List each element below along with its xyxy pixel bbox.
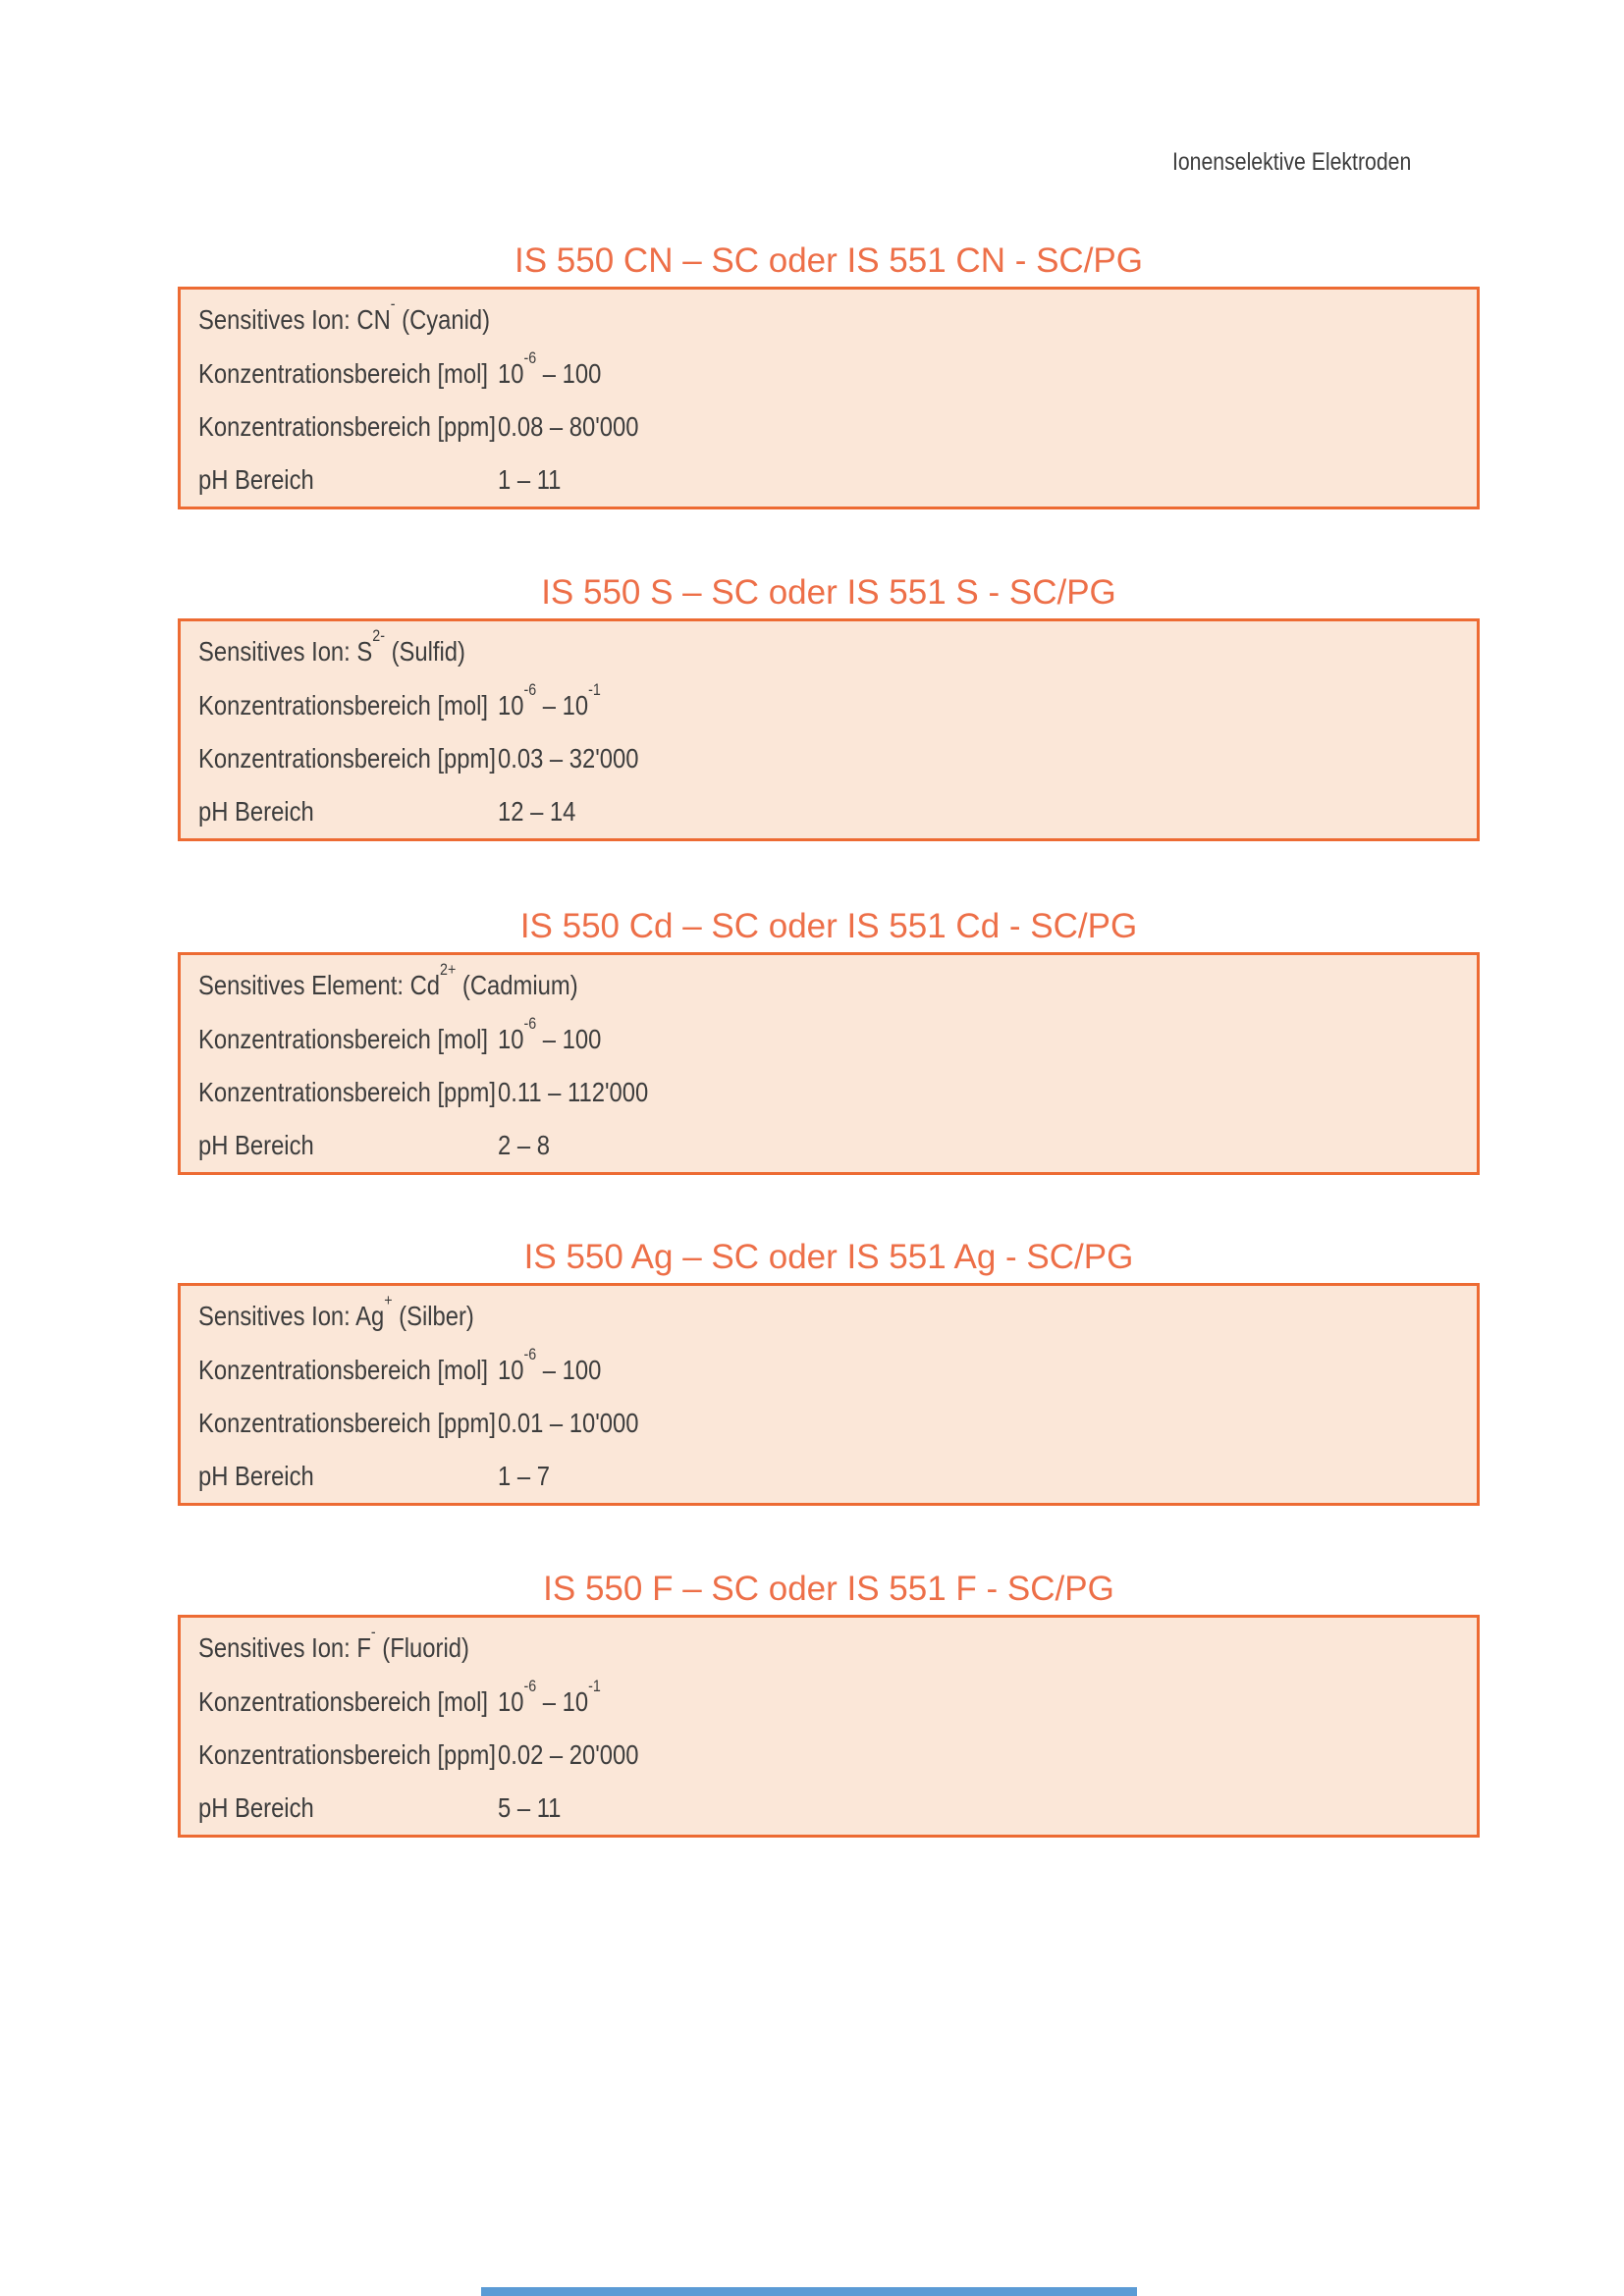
ppm-range-label: Konzentrationsbereich [ppm] xyxy=(198,1408,496,1438)
mol-range-label: Konzentrationsbereich [mol] xyxy=(198,690,489,721)
section-title: IS 550 Cd – SC oder IS 551 Cd - SC/PG xyxy=(519,907,1138,945)
section-title: IS 550 Ag – SC oder IS 551 Ag - SC/PG xyxy=(523,1238,1134,1276)
table-row-ion xyxy=(181,290,1477,347)
ph-range-label: pH Bereich xyxy=(198,1461,314,1491)
table-row-mol xyxy=(181,347,1477,400)
ph-range-value: 5 – 11 xyxy=(498,1792,562,1823)
sensitive-ion-text: Sensitives Element: $Cd^{2+}$ (Cadmium) xyxy=(198,959,578,1000)
table-row-mol xyxy=(181,1013,1477,1066)
sensitive-ion-text: Sensitives Ion: $S^{2-}$ (Sulfid) xyxy=(198,625,465,667)
ppm-range-value: 0.11 – 112'000 xyxy=(498,1077,649,1107)
ppm-range-value: 0.03 – 32'000 xyxy=(498,743,639,774)
table-row-mol xyxy=(181,1344,1477,1397)
section-title: IS 550 S – SC oder IS 551 S - SC/PG xyxy=(541,573,1116,612)
mol-range-value: $10^{-6} - 100$ xyxy=(498,348,602,389)
table-row-mol xyxy=(181,1676,1477,1729)
table-row-ph xyxy=(181,785,1477,838)
table-row-ph xyxy=(181,1119,1477,1172)
mol-range-label: Konzentrationsbereich [mol] xyxy=(198,358,489,389)
mol-range-value: $10^{-6} - 100$ xyxy=(498,1345,602,1385)
ppm-range-label: Konzentrationsbereich [ppm] xyxy=(198,1739,496,1770)
ph-range-label: pH Bereich xyxy=(198,796,314,827)
mol-range-label: Konzentrationsbereich [mol] xyxy=(198,1686,489,1717)
mol-range-value: $10^{-6} - 10^{-1}$ xyxy=(498,680,601,721)
sensitive-ion-text: Sensitives Ion: Ag+ (Silber) xyxy=(198,1290,474,1331)
spec-table xyxy=(178,952,1480,1175)
electrode-section-ag xyxy=(178,1238,1480,1506)
table-row-ph xyxy=(181,454,1477,507)
ppm-range-value: 0.02 – 20'000 xyxy=(498,1739,639,1770)
table-row-ion xyxy=(181,621,1477,679)
table-row-ion xyxy=(181,1286,1477,1344)
table-row-ppm xyxy=(181,1729,1477,1782)
ph-range-label: pH Bereich xyxy=(198,1130,314,1160)
spec-table xyxy=(178,1615,1480,1838)
electrode-section-cd xyxy=(178,907,1480,1175)
mol-range-value: $10^{-6} - 10^{-1}$ xyxy=(498,1677,601,1717)
ph-range-value: 1 – 7 xyxy=(498,1461,550,1491)
sensitive-ion-text: Sensitives Ion: CN- (Cyanid) xyxy=(198,294,491,335)
electrode-section-s xyxy=(178,573,1480,841)
mol-range-label: Konzentrationsbereich [mol] xyxy=(198,1355,489,1385)
ppm-range-value: 0.08 – 80'000 xyxy=(498,411,639,442)
table-row-ion xyxy=(181,1618,1477,1676)
ppm-range-label: Konzentrationsbereich [ppm] xyxy=(198,411,496,442)
spec-table xyxy=(178,287,1480,509)
page-header-text: Ionenselektive Elektroden xyxy=(1171,148,1411,176)
page-header xyxy=(1130,147,1411,177)
section-title: IS 550 CN – SC oder IS 551 CN - SC/PG xyxy=(514,241,1143,280)
ph-range-value: 2 – 8 xyxy=(498,1130,550,1160)
spec-table xyxy=(178,1283,1480,1506)
table-row-ppm xyxy=(181,732,1477,785)
table-row-ppm xyxy=(181,1397,1477,1450)
table-row-ppm xyxy=(181,1066,1477,1119)
spec-table xyxy=(178,618,1480,841)
section-title: IS 550 F – SC oder IS 551 F - SC/PG xyxy=(543,1570,1114,1608)
mol-range-value: $10^{-6} - 100$ xyxy=(498,1014,602,1054)
table-row-ph xyxy=(181,1782,1477,1835)
table-row-ph xyxy=(181,1450,1477,1503)
table-row-ppm xyxy=(181,400,1477,454)
ppm-range-label: Konzentrationsbereich [ppm] xyxy=(198,1077,496,1107)
ph-range-value: 12 – 14 xyxy=(498,796,576,827)
bottom-blue-bar xyxy=(481,2287,1137,2296)
ppm-range-value: 0.01 – 10'000 xyxy=(498,1408,639,1438)
ph-range-value: 1 – 11 xyxy=(498,464,562,495)
mol-range-label: Konzentrationsbereich [mol] xyxy=(198,1024,489,1054)
sensitive-ion-text: Sensitives Ion: F- (Fluorid) xyxy=(198,1622,469,1663)
ppm-range-label: Konzentrationsbereich [ppm] xyxy=(198,743,496,774)
ph-range-label: pH Bereich xyxy=(198,1792,314,1823)
table-row-ion xyxy=(181,955,1477,1013)
table-row-mol xyxy=(181,679,1477,732)
electrode-section-f xyxy=(178,1570,1480,1838)
ph-range-label: pH Bereich xyxy=(198,464,314,495)
electrode-section-cn xyxy=(178,241,1480,509)
